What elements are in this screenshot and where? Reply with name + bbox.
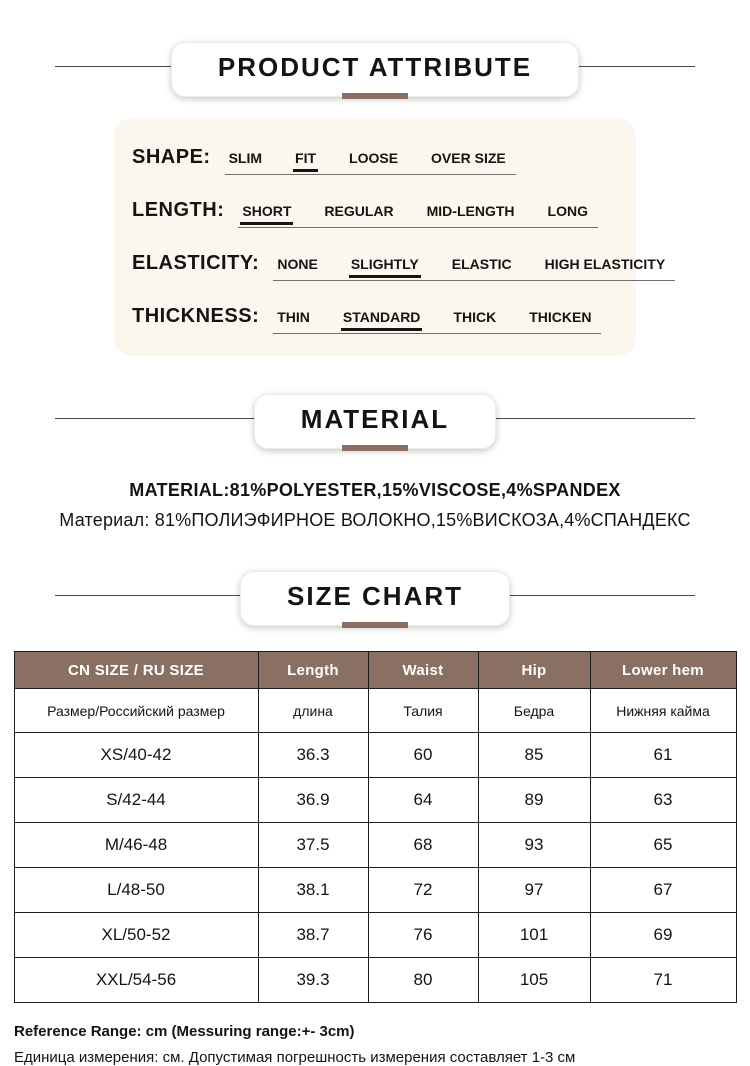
table-row-xxl — [14, 958, 736, 1003]
attr-options-length — [238, 203, 598, 228]
reference-range-en: Reference Range: cm (Messuring range:+- 3cm) — [14, 1023, 355, 1040]
table-cell: S/42-44 — [14, 778, 258, 823]
material-title: MATERIAL — [300, 404, 450, 434]
attr-option: THICKEN — [529, 309, 592, 325]
table-cell: 36.3 — [258, 733, 368, 778]
table-cell: 68 — [368, 823, 478, 868]
table-cell: 85 — [478, 733, 590, 778]
header-cell-length: Length — [258, 652, 368, 689]
table-cell: 60 — [368, 733, 478, 778]
subheader-cell: Нижняя кайма — [590, 689, 736, 733]
table-cell: 67 — [590, 868, 736, 913]
attr-option-selected: SHORT — [242, 203, 292, 219]
attr-option-selected: STANDARD — [342, 309, 421, 325]
table-cell: 65 — [590, 823, 736, 868]
table-row-s — [14, 778, 736, 823]
product-attribute-title: PRODUCT ATTRIBUTE — [217, 52, 533, 82]
title-accent-bar — [342, 622, 408, 628]
table-cell: XL/50-52 — [14, 913, 258, 958]
table-cell: 36.9 — [258, 778, 368, 823]
table-cell: 37.5 — [258, 823, 368, 868]
attr-options-thickness — [273, 309, 601, 334]
attr-option: THIN — [277, 309, 310, 325]
attr-option: MID-LENGTH — [426, 203, 515, 219]
attr-option: REGULAR — [324, 203, 394, 219]
attr-row-length — [132, 199, 614, 228]
attr-label-thickness: THICKNESS: — [132, 305, 260, 327]
table-row-l — [14, 868, 736, 913]
table-cell: M/46-48 — [14, 823, 258, 868]
header-cell-hem: Lower hem — [590, 652, 736, 689]
table-cell: 97 — [478, 868, 590, 913]
table-cell: 38.7 — [258, 913, 368, 958]
attr-option: ELASTIC — [451, 256, 512, 272]
title-accent-bar — [342, 93, 408, 99]
attr-row-elasticity — [132, 252, 666, 281]
header-cell-hip: Hip — [478, 652, 590, 689]
material-title-row — [55, 394, 695, 444]
material-pill — [254, 394, 496, 449]
reference-range-ru: Единица измерения: см. Допустимая погрешность измерения составляет 1-3 см — [14, 1049, 576, 1066]
table-subheader-row — [14, 689, 736, 733]
attr-option: OVER SIZE — [431, 150, 506, 166]
size-chart-title-row — [55, 571, 695, 621]
product-attribute-title-row — [55, 42, 695, 92]
table-cell: 80 — [368, 958, 478, 1003]
attr-option: LONG — [547, 203, 588, 219]
material-text-ru: Материал: 81%ПОЛИЭФИРНОЕ ВОЛОКНО,15%ВИСКОЗА,4%СПАНДЕКС — [59, 510, 691, 530]
attr-label-shape: SHAPE: — [132, 146, 211, 168]
table-cell: 89 — [478, 778, 590, 823]
table-cell: 71 — [590, 958, 736, 1003]
table-row-m — [14, 823, 736, 868]
table-cell: XS/40-42 — [14, 733, 258, 778]
table-header-row — [14, 652, 736, 689]
attr-option: NONE — [277, 256, 318, 272]
attr-option: SLIM — [228, 150, 263, 166]
material-description — [0, 480, 750, 531]
subheader-cell: длина — [258, 689, 368, 733]
subheader-cell: Талия — [368, 689, 478, 733]
size-chart-title: SIZE CHART — [287, 581, 463, 611]
table-cell: 76 — [368, 913, 478, 958]
table-cell: 93 — [478, 823, 590, 868]
attr-options-elasticity — [273, 256, 675, 281]
table-cell: 105 — [478, 958, 590, 1003]
title-accent-bar — [342, 445, 408, 451]
attr-row-shape — [132, 146, 614, 175]
attr-option-selected: SLIGHTLY — [350, 256, 419, 272]
attr-option: THICK — [453, 309, 497, 325]
attr-option: HIGH ELASTICITY — [544, 256, 666, 272]
product-attribute-pill — [171, 42, 579, 97]
attr-option: LOOSE — [349, 150, 399, 166]
size-chart-table — [14, 651, 737, 1003]
table-row-xl — [14, 913, 736, 958]
table-cell: 38.1 — [258, 868, 368, 913]
table-cell: L/48-50 — [14, 868, 258, 913]
table-cell: 61 — [590, 733, 736, 778]
subheader-cell: Бедра — [478, 689, 590, 733]
table-cell: 39.3 — [258, 958, 368, 1003]
subheader-cell: Размер/Российский размер — [14, 689, 258, 733]
attr-label-elasticity: ELASTICITY: — [132, 252, 260, 274]
table-cell: 69 — [590, 913, 736, 958]
attr-label-length: LENGTH: — [132, 199, 225, 221]
table-cell: 63 — [590, 778, 736, 823]
table-cell: 101 — [478, 913, 590, 958]
table-cell: 64 — [368, 778, 478, 823]
reference-notes — [14, 1023, 736, 1066]
attr-options-shape — [225, 150, 516, 175]
header-cell-size: CN SIZE / RU SIZE — [14, 652, 258, 689]
attributes-panel — [114, 118, 666, 356]
attr-row-thickness — [132, 305, 614, 334]
attr-option-selected: FIT — [295, 150, 317, 166]
material-text-en: MATERIAL:81%POLYESTER,15%VISCOSE,4%SPANDEX — [129, 480, 621, 500]
table-cell: 72 — [368, 868, 478, 913]
product-detail-page — [0, 42, 750, 1066]
table-row-xs — [14, 733, 736, 778]
table-cell: XXL/54-56 — [14, 958, 258, 1003]
size-chart-pill — [240, 571, 510, 626]
header-cell-waist: Waist — [368, 652, 478, 689]
